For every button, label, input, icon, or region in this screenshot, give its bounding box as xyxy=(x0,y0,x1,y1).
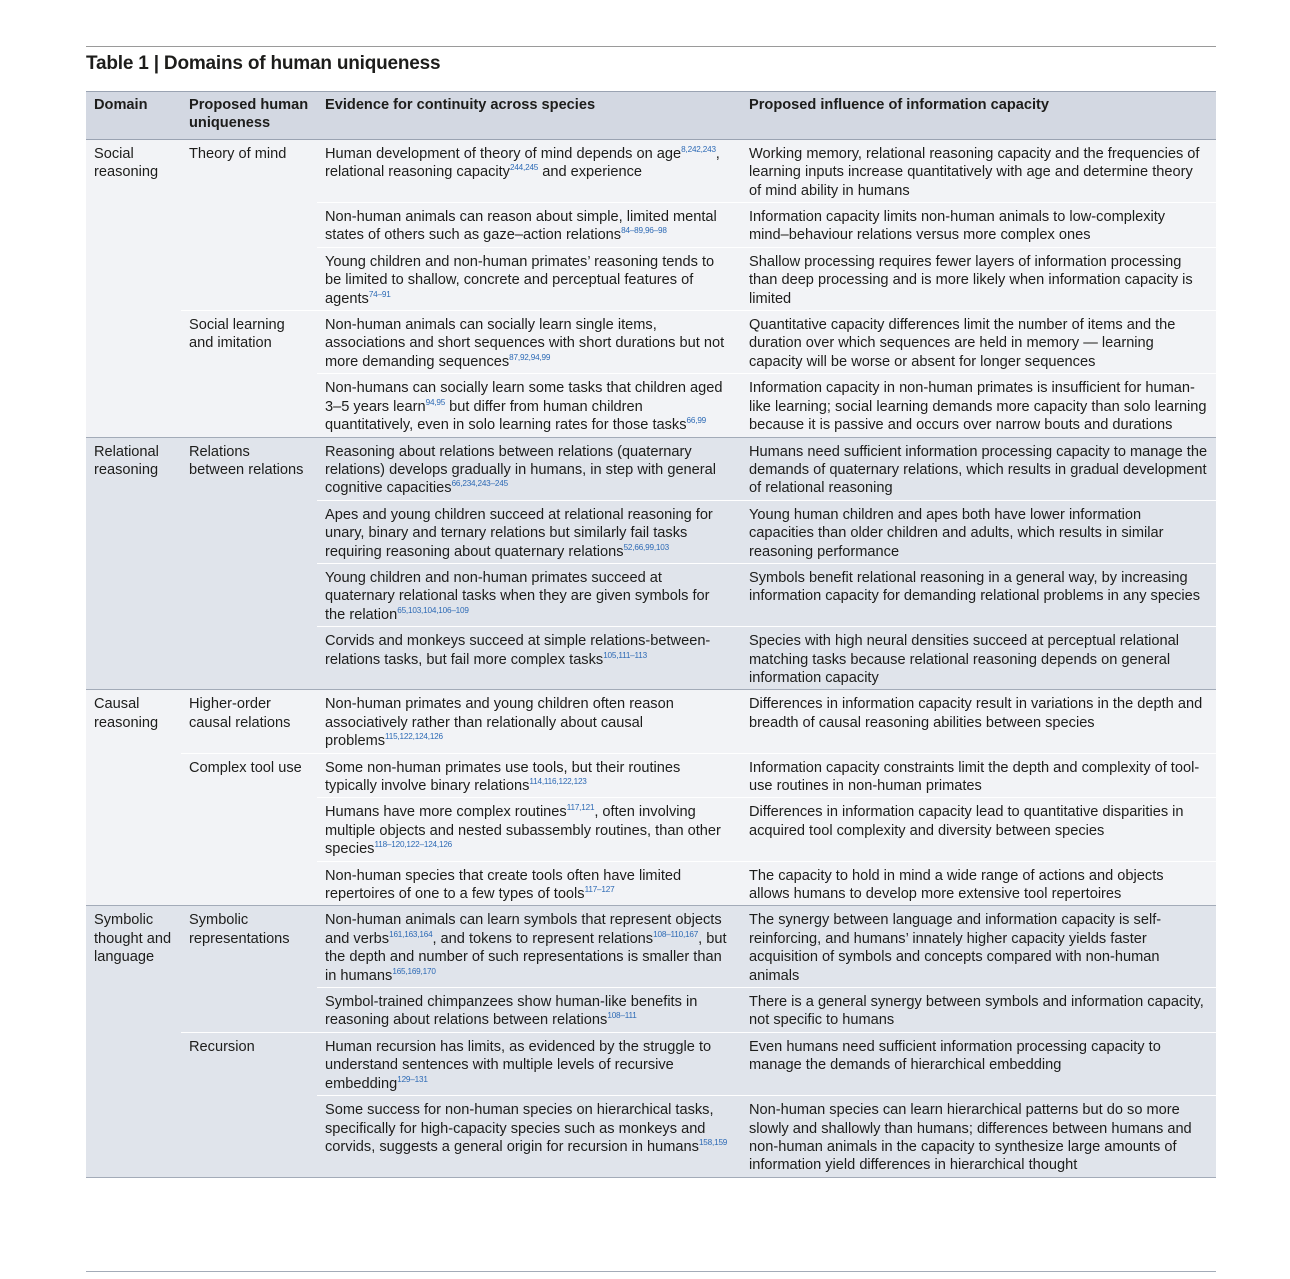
reference-link[interactable]: 118–120,122–124,126 xyxy=(374,840,453,850)
evidence-text: , but the depth and number of such representations is smaller than in humans xyxy=(325,930,727,984)
header-domain: Domain xyxy=(86,92,181,140)
evidence-text: Non-human animals can learn symbols that represent objects and verbs xyxy=(325,912,722,947)
evidence-text: Young children and non-human primates’ reasoning tends to be limited to shallow, concrete and perceptual features of agents xyxy=(325,253,715,307)
reference-link[interactable]: 87,92,94,99 xyxy=(509,353,551,363)
influence-cell: Even humans need sufficient information processing capacity to manage the demands of hierarchical embedding xyxy=(741,1032,1216,1095)
evidence-text: Non-humans can socially learn some tasks that children aged 3–5 years learn xyxy=(325,380,723,415)
influence-cell: Non-human species can learn hierarchical patterns but do so more slowly and shallowly than humans; differences between humans and non-human animals in the capacity to synthesize large amounts of information yield differences in hierarchical thought xyxy=(741,1096,1216,1178)
reference-link[interactable]: 114,116,122,123 xyxy=(529,777,587,787)
header-evidence: Evidence for continuity across species xyxy=(317,92,741,140)
evidence-cell xyxy=(317,203,741,248)
reference-link[interactable]: 66,99 xyxy=(686,416,707,426)
reference-link[interactable]: 117,121 xyxy=(566,803,595,813)
evidence-cell xyxy=(317,627,741,690)
domain-group xyxy=(86,906,1216,1177)
table-row xyxy=(86,906,1216,988)
evidence-text: Corvids and monkeys succeed at simple relations-between-relations tasks, but fail more complex tasks xyxy=(325,633,711,668)
table-row xyxy=(86,437,1216,500)
reference-link[interactable]: 158,159 xyxy=(698,1138,728,1148)
reference-link[interactable]: 117–127 xyxy=(584,885,615,895)
domain-cell: Social reasoning xyxy=(86,139,181,437)
evidence-text: Symbol-trained chimpanzees show human-like benefits in reasoning about relations between relations xyxy=(325,994,698,1029)
domain-cell: Relational reasoning xyxy=(86,437,181,690)
table-row xyxy=(86,311,1216,374)
reference-link[interactable]: 244,245 xyxy=(509,163,539,173)
table-header xyxy=(86,92,1216,140)
reference-link[interactable]: 115,122,124,126 xyxy=(385,732,443,742)
header-proposed-human-uniqueness: Proposed human uniqueness xyxy=(181,92,317,140)
evidence-text: Non-human animals can socially learn single items, associations and short sequences with short durations but not more demanding sequences xyxy=(325,317,725,370)
domain-group xyxy=(86,437,1216,690)
evidence-cell xyxy=(317,139,741,202)
header-influence: Proposed influence of information capacity xyxy=(741,92,1216,140)
evidence-text: Apes and young children succeed at relational reasoning for unary, binary and ternary relations but similarly fail tasks requiring reasoning about quaternary relations xyxy=(325,506,713,560)
bottom-rule xyxy=(86,1271,1216,1272)
influence-cell: Differences in information capacity lead to quantitative disparities in acquired tool complexity and diversity between species xyxy=(741,798,1216,861)
evidence-text: Humans have more complex routines xyxy=(325,804,567,821)
influence-cell: The synergy between language and information capacity is self-reinforcing, and humans’ innately higher capacity yields faster acquisition of symbols and concepts compared with non-human animals xyxy=(741,906,1216,988)
evidence-text: Human development of theory of mind depends on age xyxy=(325,145,682,162)
reference-link[interactable]: 108–111 xyxy=(607,1011,637,1021)
evidence-text: , often involving multiple objects and nested subassembly routines, than other species xyxy=(325,804,721,858)
influence-cell: Working memory, relational reasoning capacity and the frequencies of learning inputs increase quantitatively with age and determine theory of mind ability in humans xyxy=(741,139,1216,202)
influence-cell: Quantitative capacity differences limit the number of items and the duration over which sequences are held in memory — learning capacity will be worse or absent for longer sequences xyxy=(741,311,1216,374)
evidence-cell xyxy=(317,1096,741,1178)
reference-link[interactable]: 94,95 xyxy=(425,397,446,407)
evidence-cell xyxy=(317,988,741,1033)
influence-cell: The capacity to hold in mind a wide range of actions and objects allows humans to develop more extensive tool repertoires xyxy=(741,861,1216,906)
influence-cell: Information capacity constraints limit the depth and complexity of tool-use routines in non-human primates xyxy=(741,753,1216,798)
evidence-text: Reasoning about relations between relations (quaternary relations) develops gradually in humans, in step with general cognitive capacities xyxy=(325,443,717,497)
influence-cell: Young human children and apes both have lower information capacities than older children and adults, which results in similar reasoning performance xyxy=(741,500,1216,563)
domain-group xyxy=(86,139,1216,437)
uniqueness-cell: Relations between relations xyxy=(181,437,317,690)
evidence-cell xyxy=(317,906,741,988)
domain-cell: Symbolic thought and language xyxy=(86,906,181,1177)
influence-cell: Shallow processing requires fewer layers of information processing than deep processing and is more likely when information capacity is limited xyxy=(741,247,1216,310)
evidence-cell xyxy=(317,690,741,753)
evidence-text: Some success for non-human species on hierarchical tasks, specifically for high-capacity species such as monkeys and corvids, suggests a general origin for recursion in humans xyxy=(325,1102,714,1155)
top-rule xyxy=(86,46,1216,47)
uniqueness-cell: Social learning and imitation xyxy=(181,311,317,437)
reference-link[interactable]: 52,66,99,103 xyxy=(623,542,669,552)
evidence-cell xyxy=(317,563,741,626)
reference-link[interactable]: 161,163,164 xyxy=(389,929,433,939)
reference-link[interactable]: 84–89,96–98 xyxy=(621,226,667,236)
domain-cell: Causal reasoning xyxy=(86,690,181,906)
influence-cell: Species with high neural densities succeed at perceptual relational matching tasks because relational reasoning depends on general information capacity xyxy=(741,627,1216,690)
evidence-text: Non-human species that create tools often have limited repertoires of one to a few types of tools xyxy=(325,867,682,903)
influence-cell: Information capacity in non-human primates is insufficient for human-like learning; social learning demands more capacity than solo learning because it is passive and occurs over narrow bouts and durations xyxy=(741,374,1216,437)
reference-link[interactable]: 165,169,170 xyxy=(392,966,436,976)
evidence-cell xyxy=(317,753,741,798)
table-row xyxy=(86,1032,1216,1095)
reference-link[interactable]: 108–110,167 xyxy=(653,929,699,939)
domains-table xyxy=(86,91,1216,1178)
evidence-text: Young children and non-human primates succeed at quaternary relational tasks when they are given symbols for the relation xyxy=(325,569,710,623)
evidence-cell xyxy=(317,437,741,500)
domain-group xyxy=(86,690,1216,906)
evidence-text: Human recursion has limits, as evidenced by the struggle to understand sentences with multiple levels of recursive embedding xyxy=(325,1038,712,1092)
evidence-cell xyxy=(317,798,741,861)
influence-cell: There is a general synergy between symbols and information capacity, not specific to humans xyxy=(741,988,1216,1033)
reference-link[interactable]: 66,234,243–245 xyxy=(451,479,508,489)
evidence-cell xyxy=(317,861,741,906)
uniqueness-cell: Higher-order causal relations xyxy=(181,690,317,753)
uniqueness-cell: Theory of mind xyxy=(181,139,317,310)
evidence-text: Some non-human primates use tools, but their routines typically involve binary relations xyxy=(325,759,681,794)
header-row xyxy=(86,92,1216,140)
table-row xyxy=(86,139,1216,202)
evidence-text: Non-human primates and young children often reason associatively rather than relationally about causal problems xyxy=(325,696,674,750)
reference-link[interactable]: 65,103,104,106–109 xyxy=(397,605,469,615)
table-title: Table 1 | Domains of human uniqueness xyxy=(86,53,441,74)
influence-cell: Symbols benefit relational reasoning in a general way, by increasing information capacity for demanding relational problems in any species xyxy=(741,563,1216,626)
evidence-cell xyxy=(317,1032,741,1095)
influence-cell: Differences in information capacity result in variations in the depth and breadth of causal reasoning abilities between species xyxy=(741,690,1216,753)
evidence-text: Non-human animals can reason about simple, limited mental states of others such as gaze–action relations xyxy=(325,209,717,244)
evidence-text: , and tokens to represent relations xyxy=(432,930,654,947)
uniqueness-cell: Complex tool use xyxy=(181,753,317,906)
uniqueness-cell: Symbolic representations xyxy=(181,906,317,1032)
evidence-cell xyxy=(317,247,741,310)
evidence-cell xyxy=(317,500,741,563)
table-row xyxy=(86,753,1216,798)
reference-link[interactable]: 129–131 xyxy=(397,1074,428,1084)
evidence-cell xyxy=(317,311,741,374)
evidence-cell xyxy=(317,374,741,437)
reference-link[interactable]: 105,111–113 xyxy=(603,650,647,660)
reference-link[interactable]: 74–91 xyxy=(368,289,391,299)
influence-cell: Information capacity limits non-human animals to low-complexity mind–behaviour relations versus more complex ones xyxy=(741,203,1216,248)
evidence-text: and experience xyxy=(538,164,643,181)
influence-cell: Humans need sufficient information processing capacity to manage the demands of quaternary relations, which results in gradual development of relational reasoning xyxy=(741,437,1216,500)
table-row xyxy=(86,690,1216,753)
evidence-text: , relational reasoning capacity xyxy=(325,145,720,181)
reference-link[interactable]: 8,242,243 xyxy=(681,144,716,154)
uniqueness-cell: Recursion xyxy=(181,1032,317,1177)
evidence-text: but differ from human children quantitatively, even in solo learning rates for those tasks xyxy=(325,398,687,434)
